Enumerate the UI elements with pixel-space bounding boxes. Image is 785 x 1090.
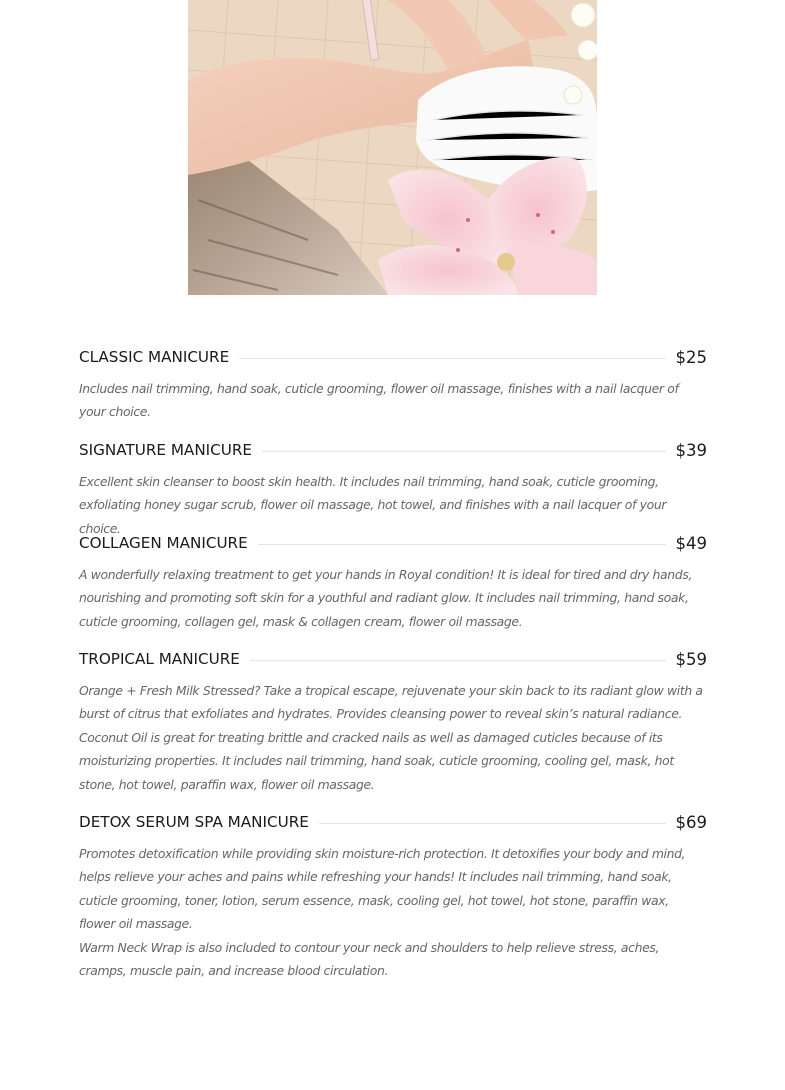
menu-item-price: $69 <box>675 812 707 832</box>
menu-item-price: $59 <box>675 649 707 669</box>
menu-item-header <box>79 343 707 371</box>
description-text: Orange + Fresh Milk Stressed? Take a tropical escape, rejuvenate your skin back to its radiant glow with a burst of citrus that exfoliates and hydrates. Provides cleansing power to reveal skin’s natural radiance. Coconut Oil is great for treating brittle and cracked nails as well as damaged cuticles because of its moisturizing properties. It includes nail trimming, hand soak, cuticle grooming, cooling gel, mask, hot stone, hot towel, paraffin wax, flower oil massage. <box>79 683 703 792</box>
menu-item-header <box>79 645 707 673</box>
menu-item-name: DETOX SERUM SPA MANICURE <box>79 813 309 831</box>
divider-line <box>319 823 666 824</box>
menu-item-header <box>79 529 707 557</box>
menu-item-description <box>79 563 707 633</box>
description-text: Includes nail trimming, hand soak, cuticle grooming, flower oil massage, finishes with a nail lacquer of your choice. <box>79 381 679 420</box>
menu-item-name: SIGNATURE MANICURE <box>79 441 253 459</box>
menu-item-name: CLASSIC MANICURE <box>79 348 230 366</box>
divider-line <box>239 358 665 359</box>
description-text: Excellent skin cleanser to boost skin health. It includes nail trimming, hand soak, cuticle grooming, exfoliating honey sugar scrub, flower oil massage, hot towel, and finishes with a nail lacquer of your choice. <box>79 474 667 536</box>
description-text: A wonderfully relaxing treatment to get your hands in Royal condition! It is ideal for tired and dry hands, nourishing and promoting soft skin for a youthful and radiant glow. It includes nail trimming, hand soak, cuticle grooming, collagen gel, mask & collagen cream, flower oil massage. <box>79 567 693 629</box>
menu-item <box>79 529 707 645</box>
menu-item <box>79 645 707 808</box>
menu-item-description <box>79 679 707 796</box>
menu-item <box>79 343 707 436</box>
menu-item-header <box>79 808 707 836</box>
menu-item <box>79 808 707 982</box>
divider-line <box>262 451 665 452</box>
description-text: Promotes detoxification while providing skin moisture-rich protection. It detoxifies your body and mind, helps relieve your aches and pains while refreshing your hands! It includes nail trimming, hand soak, cuticle grooming, toner, lotion, serum essence, mask, cooling gel, hot towel, hot stone, paraffin wax, flower oil massage. <box>79 846 686 932</box>
menu-item-price: $25 <box>675 347 707 367</box>
menu-item-description <box>79 842 707 982</box>
menu-item-price: $49 <box>675 533 707 553</box>
hero-image <box>188 0 597 295</box>
description-extra-text: Warm Neck Wrap is also included to contour your neck and shoulders to help relieve stress, aches, cramps, muscle pain, and increase blood circulation. <box>79 939 660 979</box>
menu-item-price: $39 <box>675 440 707 460</box>
divider-line <box>250 660 666 661</box>
divider-line <box>258 544 666 545</box>
menu-list <box>79 343 707 982</box>
menu-item <box>79 436 707 536</box>
menu-item-description <box>79 377 707 424</box>
menu-item-name: COLLAGEN MANICURE <box>79 534 248 552</box>
menu-item-header <box>79 436 707 464</box>
menu-item-name: TROPICAL MANICURE <box>79 650 240 668</box>
manicure-photo <box>188 0 597 295</box>
